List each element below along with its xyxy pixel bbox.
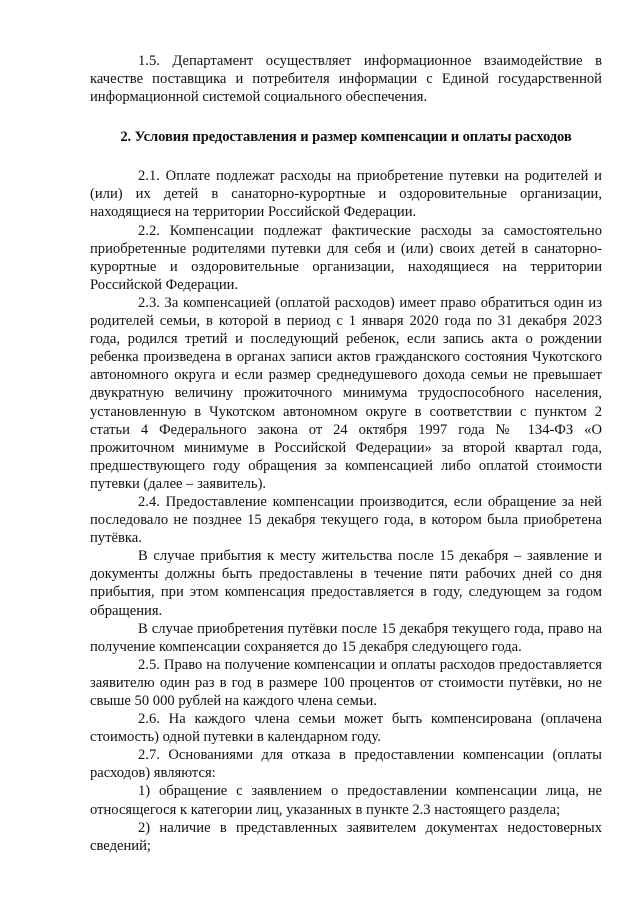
paragraph-arrival-after-deadline: В случае прибытия к месту жительства после 15 декабря – заявление и документы должны быть предоставлены в течение пяти рабочих дней со дня прибытия, при этом компенсация предоставляется в году, следующем за годом обращения. [90, 548, 602, 619]
paragraph-1-5: 1.5. Департамент осуществляет информационное взаимодействие в качестве поставщика и потребителя информации с Единой государственной информационной системой социального обеспечения. [90, 53, 602, 106]
paragraph-2-5: 2.5. Право на получение компенсации и оплаты расходов предоставляется заявителю один раз в год в размере 100 процентов от стоимости путёвки, но не свыше 50 000 рублей на каждого члена семьи. [90, 656, 602, 709]
paragraph-2-7: 2.7. Основаниями для отказа в предоставлении компенсации (оплаты расходов) являются: [90, 747, 602, 782]
paragraph-2-6: 2.6. На каждого члена семьи может быть компенсирована (оплачена стоимость) одной путевки в календарном году. [90, 711, 602, 746]
paragraph-2-3: 2.3. За компенсацией (оплатой расходов) имеет право обратиться один из родителей семьи, в которой в период с 1 января 2020 года по 31 декабря 2023 года, родился третий и последующий ребенок, если запись акта о рождении ребенка произведена в органах записи актов гражданского состояния Чукотского автономного округа и если размер среднедушевого дохода семьи не превышает двукратную величину прожиточного минимума трудоспособного населения, установленную в Чукотском автономном округе в соответствии с пунктом 2 статьи 4 Федерального закона от 24 октября 1997 года № 134-ФЗ «О прожиточном минимуме в Российской Федерации» за второй квартал года, предшествующего году обращения за компенсацией либо оплатой стоимости путевки (далее – заявитель). [90, 294, 602, 492]
paragraph-2-4: 2.4. Предоставление компенсации производится, если обращение за ней последовало не позднее 15 декабря текущего года, в котором была приобретена путёвка. [90, 493, 602, 547]
section-heading: 2. Условия предоставления и размер компенсации и оплаты расходов [120, 129, 572, 146]
refusal-reason-2: 2) наличие в представленных заявителем документах недостоверных сведений; [90, 819, 602, 854]
paragraph-2-1: 2.1. Оплате подлежат расходы на приобретение путевки на родителей и (или) их детей в санаторно-курортные и оздоровительные организации, находящиеся на территории Российской Федерации. [90, 168, 602, 221]
paragraph-purchase-after-deadline: В случае приобретения путёвки после 15 декабря текущего года, право на получение компенсации сохраняется до 15 декабря следующего года. [90, 620, 602, 655]
refusal-reason-1: 1) обращение с заявлением о предоставлении компенсации лица, не относящегося к категории лиц, указанных в пункте 2.3 настоящего раздела; [90, 783, 602, 818]
paragraph-2-2: 2.2. Компенсации подлежат фактические расходы за самостоятельно приобретенные родителями путевки для себя и (или) своих детей в санаторно-курортные и оздоровительные организации, находящиеся на территории Российской Федерации. [90, 222, 602, 293]
